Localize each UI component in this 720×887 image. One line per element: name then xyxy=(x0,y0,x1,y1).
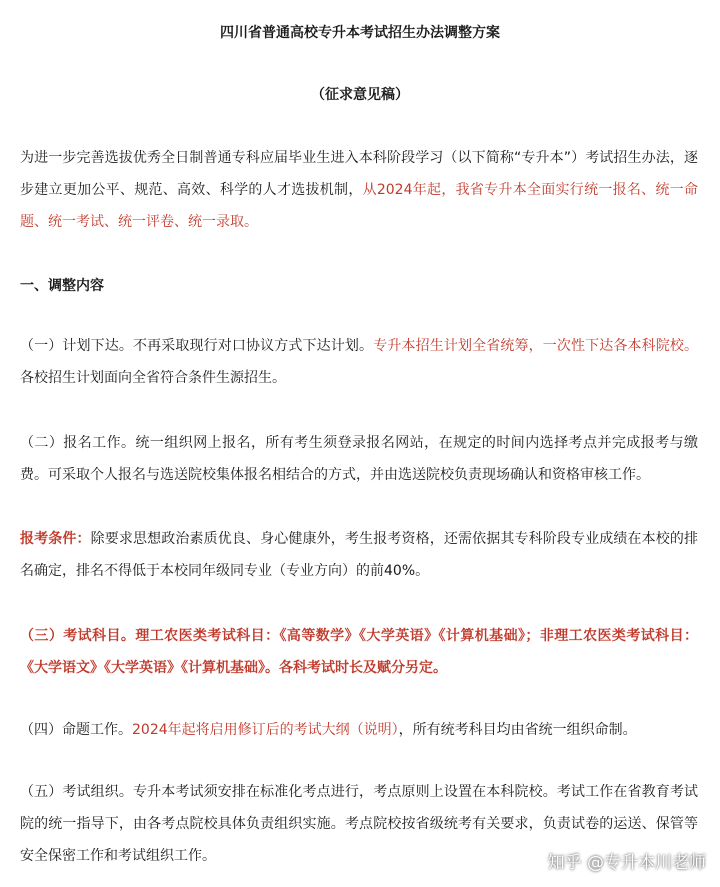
intro-text: 为进一步完善选拔优秀全日制普通专科应届毕业生进入本科阶段学习（以下简称“专升本”）考试招生办法，逐步建立更加公平、规范、高效、科学的人才选拔机制， xyxy=(20,150,698,198)
document-title: 四川省普通高校专升本考试招生办法调整方案 xyxy=(220,25,500,41)
document-subtitle: （征求意见稿） xyxy=(311,87,409,103)
item-proposition-text: （四）命题工作。 xyxy=(20,722,132,738)
item-proposition-highlight: 2024年起将启用修订后的考试大纲（说明） xyxy=(132,722,399,738)
intro-paragraph xyxy=(20,142,698,238)
condition-paragraph xyxy=(20,523,698,587)
item-exam-organization: （五）考试组织。专升本考试须安排在标准化考点进行，考点原则上设置在本科院校。考试工作在省教育考试院的统一指导下，由各考点院校具体负责组织实施。考点院校按省级统考有关要求，负责试卷的运送、保管等安全保密工作和考试组织工作。 xyxy=(20,784,698,864)
item-plan-text-2: 各校招生计划面向全省符合条件生源招生。 xyxy=(20,370,286,386)
section-heading: 一、调整内容 xyxy=(20,278,104,294)
item-plan-highlight: 专升本招生计划全省统筹，一次性下达各本科院校。 xyxy=(373,338,699,354)
item-registration: （二）报名工作。统一组织网上报名，所有考生须登录报名网站，在规定的时间内选择考点并完成报考与缴费。可采取个人报名与选送院校集体报名相结合的方式，并由选送院校负责现场确认和资格审核工作。 xyxy=(20,435,698,483)
item-proposition xyxy=(20,714,698,746)
item-plan xyxy=(20,330,698,394)
item-subjects: （三）考试科目。理工农医类考试科目：《高等数学》《大学英语》《计算机基础》；非理工农医类考试科目：《大学语文》《大学英语》《计算机基础》。各科考试时长及赋分另定。 xyxy=(20,628,698,676)
intro-highlight: 从2024年起，我省专升本全面实行统一报名、统一命题、统一考试、统一评卷、统一录取。 xyxy=(20,182,698,230)
condition-text: 除要求思想政治素质优良、身心健康外，考生报考资格，还需依据其专科阶段专业成绩在本校的排名确定，排名不得低于本校同年级同专业（专业方向）的前40%。 xyxy=(20,531,698,579)
item-proposition-text-2: ，所有统考科目均由省统一组织命制。 xyxy=(398,722,637,738)
item-plan-text: （一）计划下达。不再采取现行对口协议方式下达计划。 xyxy=(20,338,374,354)
watermark: 知乎 @专升本川老师 xyxy=(547,853,706,873)
condition-label: 报考条件： xyxy=(20,531,91,547)
